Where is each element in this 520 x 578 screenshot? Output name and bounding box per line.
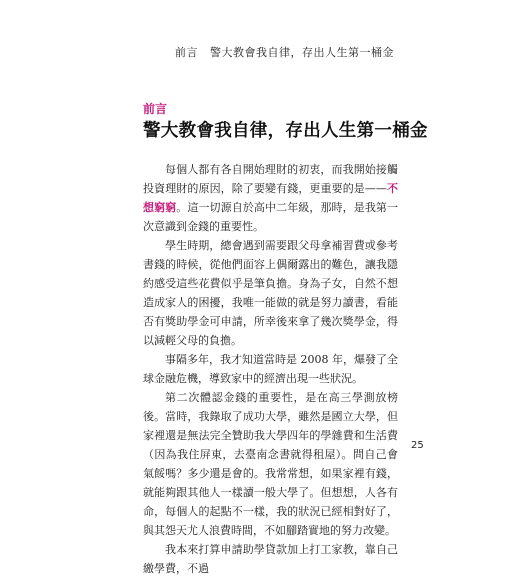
chapter-title: 警大教會我自律，存出人生第一桶金 bbox=[143, 121, 428, 141]
body-text bbox=[143, 160, 398, 578]
paragraph: 事隔多年，我才知道當時是 2008 年，爆發了全球金融危機，導致家中的經濟出現一些狀況。 bbox=[143, 353, 398, 385]
paragraph bbox=[143, 160, 398, 236]
chapter-label: 前言 bbox=[143, 102, 168, 116]
paragraph-text: 每個人都有各自開始理財的初衷，而我開始接觸投資理財的原因，除了要變有錢，更重要的是—— bbox=[143, 163, 398, 195]
running-header bbox=[175, 44, 394, 60]
paragraph: 第二次體認金錢的重要性，是在高三學測放榜後。當時，我錄取了成功大學，雖然是國立大學，但家裡還是無法完全贊助我大學四年的學雜費和生活費（因為我住屏東，去臺南念書就得租屋）。問自己會氣餒嗎？多少還是會的。我常常想，如果家裡有錢，就能夠跟其他人一樣讀一般大學了。但想想，人各有命，每個人的起點不一樣，我的狀況已經相對好了，與其怨天尤人浪費時間，不如腳踏實地的努力改變。 bbox=[143, 391, 398, 537]
running-header-section: 前言 bbox=[175, 46, 198, 59]
highlighted-phrase: 不想窮窮 bbox=[143, 182, 399, 214]
paragraph: 學生時期，總會遇到需要跟父母拿補習費或參考書錢的時候，從他們面容上偶爾露出的難色，讓我隱約感受這些花費似乎是筆負擔。身為子女，自然不想造成家人的困擾，我唯一能做的就是努力讀書，看能否有獎助學金可申請，所幸後來拿了幾次獎學金，得以減輕父母的負擔。 bbox=[143, 239, 398, 347]
paragraph: 我本來打算申請助學貸款加上打工家教，靠自己繳學費，不過 bbox=[143, 543, 398, 575]
paragraph-text: 。這一切源自於高中二年級，那時，是我第一次意識到金錢的重要性。 bbox=[143, 201, 399, 233]
page-number: 25 bbox=[411, 440, 424, 451]
running-header-title: 警大教會我自律，存出人生第一桶金 bbox=[210, 46, 394, 59]
